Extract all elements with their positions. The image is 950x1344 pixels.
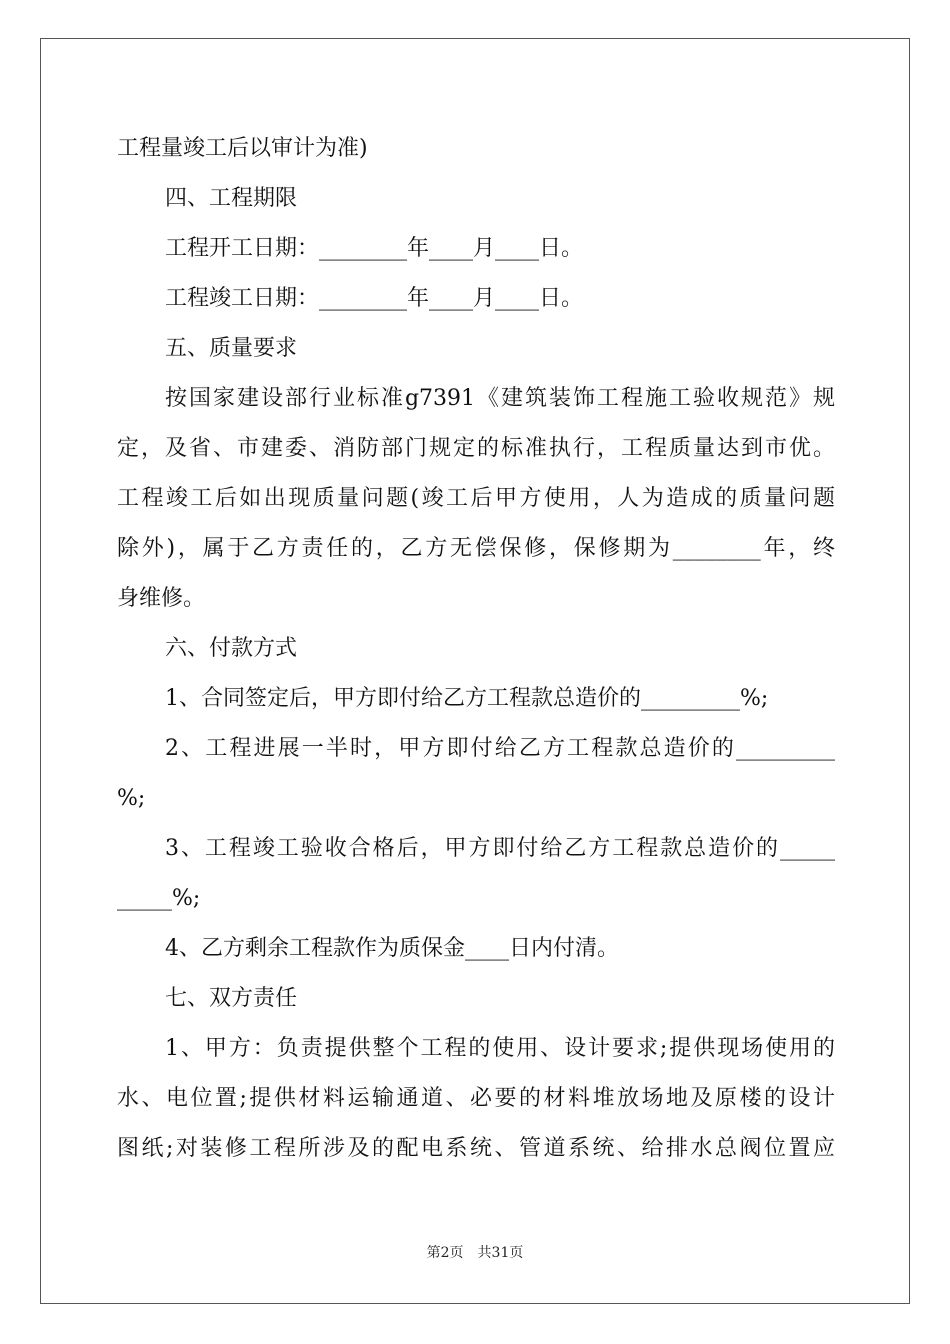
text-line: 工程量竣工后以审计为准) — [117, 136, 368, 161]
text-line: 六、付款方式 — [165, 636, 298, 661]
text-line: 身维修。 — [117, 586, 206, 611]
text-line: 水、电位置;提供材料运输通道、必要的材料堆放场地及原楼的设计 — [117, 1086, 835, 1111]
page-footer: 第2页 共31页 — [426, 1245, 524, 1261]
text-line: 图纸;对装修工程所涉及的配电系统、管道系统、给排水总阀位置应 — [117, 1136, 835, 1161]
text-line: 四、工程期限 — [165, 186, 298, 211]
text-line: 工程竣工日期：________年____月____日。 — [165, 286, 584, 311]
document-body — [117, 124, 835, 1174]
text-line: 按国家建设部行业标准g7391《建筑装饰工程施工验收规范》规 — [165, 386, 835, 411]
text-line: 七、双方责任 — [165, 986, 298, 1011]
text-line: 4、乙方剩余工程款作为质保金____日内付清。 — [165, 936, 619, 961]
text-line: 除外)，属于乙方责任的，乙方无偿保修，保修期为________年，终 — [117, 536, 835, 561]
text-line: 定，及省、市建委、消防部门规定的标准执行，工程质量达到市优。 — [117, 436, 835, 461]
text-line: 2、工程进展一半时，甲方即付给乙方工程款总造价的_________ — [165, 736, 835, 761]
text-line: %; — [117, 786, 146, 811]
text-line: 3、工程竣工验收合格后，甲方即付给乙方工程款总造价的_____ — [165, 836, 835, 861]
text-line: 1、甲方：负责提供整个工程的使用、设计要求;提供现场使用的 — [165, 1036, 835, 1061]
text-line: _____%; — [117, 886, 201, 911]
text-line: 1、合同签定后，甲方即付给乙方工程款总造价的_________%; — [165, 686, 769, 711]
text-line: 工程开工日期：________年____月____日。 — [165, 236, 584, 261]
text-line: 五、质量要求 — [165, 336, 298, 361]
text-line: 工程竣工后如出现质量问题(竣工后甲方使用，人为造成的质量问题 — [117, 486, 835, 511]
